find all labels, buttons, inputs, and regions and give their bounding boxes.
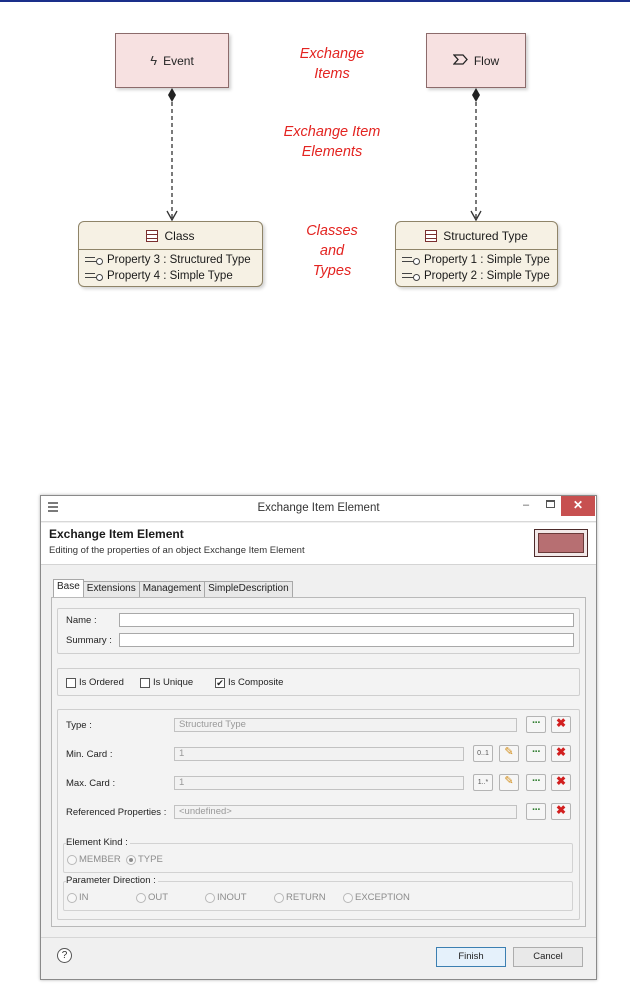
name-label: Name :: [66, 615, 97, 626]
tab-extensions[interactable]: Extensions: [83, 581, 140, 597]
annotation-classes-types: Classes and Types: [306, 223, 358, 279]
exchange-item-event[interactable]: [115, 33, 229, 88]
cancel-button[interactable]: Cancel: [513, 947, 583, 967]
title-bar[interactable]: [41, 496, 596, 522]
radio-type[interactable]: TYPE: [126, 854, 163, 865]
radio-out[interactable]: OUT: [136, 892, 168, 903]
referenced-properties-browse-button[interactable]: ···: [526, 803, 546, 820]
tab-base[interactable]: Base: [53, 579, 84, 597]
class-property[interactable]: Property 4 : Simple Type: [85, 268, 256, 284]
header-subtitle: Editing of the properties of an object Exchange Item Element: [49, 545, 305, 556]
maximize-icon: [546, 500, 555, 508]
flow-label: Flow: [473, 53, 500, 68]
max-card-preset-icon[interactable]: 1..*: [473, 774, 493, 791]
max-card-remove-button[interactable]: ✖: [551, 774, 571, 791]
capella-diagram: [0, 0, 630, 300]
min-card-browse-button[interactable]: ···: [526, 745, 546, 762]
property-icon: [402, 255, 420, 265]
class-title: Class: [164, 228, 195, 243]
flags-group: [57, 668, 580, 696]
parameter-direction-title: Parameter Direction :: [66, 875, 156, 886]
max-card-field: 1: [174, 776, 464, 790]
event-label: Event: [163, 53, 194, 68]
class-icon: [146, 230, 158, 242]
max-card-label: Max. Card :: [66, 778, 116, 789]
window-title: Exchange Item Element: [257, 502, 380, 514]
class-box[interactable]: [78, 221, 263, 287]
referenced-properties-remove-button[interactable]: ✖: [551, 803, 571, 820]
lightning-icon: ϟ: [150, 53, 158, 68]
composition-diamond-left: [168, 88, 176, 102]
radio-dot[interactable]: [67, 855, 77, 865]
min-card-remove-button[interactable]: ✖: [551, 745, 571, 762]
checkbox-box-checked[interactable]: ✔: [216, 677, 224, 688]
flow-chevron-icon: [453, 53, 468, 68]
tab-simple-description[interactable]: SimpleDescription: [204, 581, 293, 597]
tab-management[interactable]: Management: [139, 581, 205, 597]
radio-member[interactable]: MEMBER: [67, 854, 121, 865]
min-card-preset-icon[interactable]: 0..1: [473, 745, 493, 762]
radio-in[interactable]: IN: [67, 892, 89, 903]
parameter-direction-group: [63, 875, 573, 911]
min-card-label: Min. Card :: [66, 749, 113, 760]
structured-property[interactable]: Property 1 : Simple Type: [402, 252, 551, 268]
radio-exception[interactable]: EXCEPTION: [343, 892, 410, 903]
class-header: [79, 222, 262, 250]
name-input[interactable]: [119, 613, 574, 627]
minimize-button[interactable]: –: [522, 499, 530, 511]
radio-dot-selected[interactable]: [126, 855, 136, 865]
header-title: Exchange Item Element: [49, 527, 184, 541]
annotation-exchange-items: Exchange Items: [299, 46, 365, 82]
type-field: Structured Type: [174, 718, 517, 732]
dialog-header: [41, 523, 596, 565]
radio-dot[interactable]: [343, 893, 353, 903]
close-button[interactable]: ✕: [561, 496, 595, 516]
referenced-properties-label: Referenced Properties :: [66, 807, 167, 818]
type-browse-button[interactable]: ···: [526, 716, 546, 733]
structured-type-header: [396, 222, 557, 250]
min-card-field: 1: [174, 747, 464, 761]
finish-button[interactable]: Finish: [436, 947, 506, 967]
maximize-button[interactable]: [538, 496, 562, 516]
checkbox-box[interactable]: [140, 678, 150, 688]
tab-strip: [53, 579, 292, 597]
structured-type-title: Structured Type: [443, 228, 528, 243]
class-property[interactable]: Property 3 : Structured Type: [85, 252, 256, 268]
footer-separator: [41, 937, 596, 938]
exchange-item-element-image-icon: [534, 529, 588, 557]
base-tab-panel: [51, 597, 586, 927]
class-icon: [425, 230, 437, 242]
min-card-edit-icon[interactable]: ✎: [499, 745, 519, 762]
element-kind-group: [63, 837, 573, 873]
radio-dot[interactable]: [205, 893, 215, 903]
is-composite-checkbox[interactable]: ✔ Is Composite: [216, 677, 284, 688]
property-icon: [85, 271, 103, 281]
referenced-properties-field: <undefined>: [174, 805, 517, 819]
radio-return[interactable]: RETURN: [274, 892, 326, 903]
composition-diamond-right: [472, 88, 480, 102]
radio-inout[interactable]: INOUT: [205, 892, 247, 903]
is-ordered-checkbox[interactable]: Is Ordered: [66, 677, 124, 688]
summary-input[interactable]: [119, 633, 574, 647]
type-group: [57, 709, 580, 920]
radio-dot[interactable]: [67, 893, 77, 903]
max-card-edit-icon[interactable]: ✎: [499, 774, 519, 791]
exchange-item-flow[interactable]: [426, 33, 526, 88]
type-remove-button[interactable]: ✖: [551, 716, 571, 733]
property-icon: [85, 255, 103, 265]
type-label: Type :: [66, 720, 92, 731]
radio-dot[interactable]: [136, 893, 146, 903]
checkbox-box[interactable]: [66, 678, 76, 688]
radio-dot[interactable]: [274, 893, 284, 903]
property-icon: [402, 271, 420, 281]
is-unique-checkbox[interactable]: Is Unique: [140, 677, 193, 688]
max-card-browse-button[interactable]: ···: [526, 774, 546, 791]
exchange-item-element-dialog: [40, 495, 597, 980]
summary-label: Summary :: [66, 635, 112, 646]
name-group: [57, 608, 580, 654]
annotation-exchange-item-elements: Exchange Item Elements: [283, 124, 381, 160]
element-kind-title: Element Kind :: [66, 837, 128, 848]
help-icon[interactable]: ?: [57, 948, 72, 963]
structured-type-box[interactable]: [395, 221, 558, 287]
structured-property[interactable]: Property 2 : Simple Type: [402, 268, 551, 284]
